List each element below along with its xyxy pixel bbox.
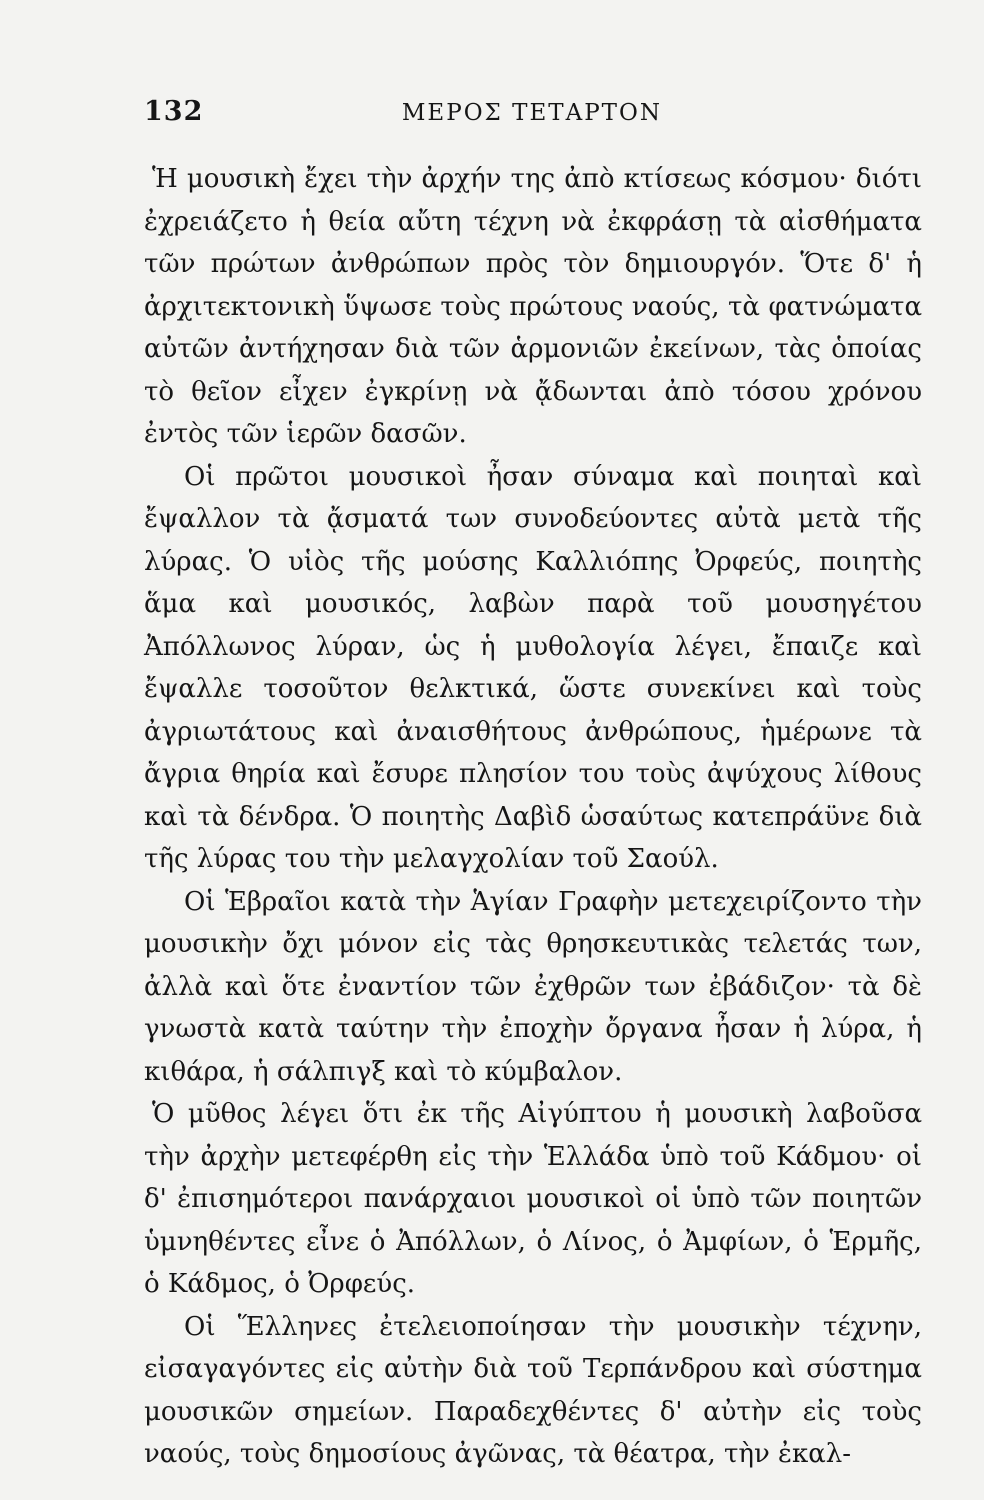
paragraph-origin-of-music: Ἡ μουσικὴ ἔχει τὴν ἀρχήν της ἀπὸ κτίσεως κόσμου· διότι ἐχρειάζετο ἡ θεία αὔτη τέχνη νὰ ἐκφράσῃ τὰ αἰσθήματα τῶν πρώτων ἀνθρώπων πρὸς τὸν δημιουργόν. Ὅτε δ' ἡ ἀρχιτεκτονικὴ ὕψωσε τοὺς πρώτους ναούς, τὰ φατνώματα αὐτῶν ἀντήχησαν διὰ τῶν ἁρμονιῶν ἐκείνων, τὰς ὁποίας τὸ θεῖον εἶχεν ἐγκρίνῃ νὰ ᾄδωνται ἀπὸ τόσου χρόνου ἐντὸς τῶν ἱερῶν δασῶν. bbox=[144, 164, 922, 449]
running-title: ΜΕΡΟΣ ΤΕΤΑΡΤΟΝ bbox=[401, 100, 662, 126]
body-text bbox=[144, 158, 922, 1476]
paragraph-myth-egypt: Ὁ μῦθος λέγει ὅτι ἐκ τῆς Αἰγύπτου ἡ μουσικὴ λαβοῦσα τὴν ἀρχὴν μετεφέρθη εἰς τὴν Ἑλλάδα ὑπὸ τοῦ Κάδμου· οἱ δ' ἐπισημότεροι πανάρχαιοι μουσικοὶ οἱ ὑπὸ τῶν ποιητῶν ὑμνηθέντες εἶνε ὁ Ἀπόλλων, ὁ Λίνος, ὁ Ἀμφίων, ὁ Ἑρμῆς, ὁ Κάδμος, ὁ Ὀρφεύς. bbox=[144, 1099, 922, 1299]
paragraph-greeks: Οἱ Ἕλληνες ἐτελειοποίησαν τὴν μουσικὴν τέχνην, εἰσαγαγόντες εἰς αὐτὴν διὰ τοῦ Τερπάνδρου καὶ σύστημα μουσικῶν σημείων. Παραδεχθέντες δ' αὐτὴν εἰς τοὺς ναούς, τοὺς δημοσίους ἀγῶνας, τὰ θέατρα, τὴν ἐκαλ- bbox=[144, 1311, 922, 1469]
page-number: 132 bbox=[144, 96, 204, 127]
page-header bbox=[144, 96, 922, 140]
paragraph-hebrews: Οἱ Ἑβραῖοι κατὰ τὴν Ἁγίαν Γραφὴν μετεχειρίζοντο τὴν μουσικὴν ὄχι μόνον εἰς τὰς θρησκευτικὰς τελετάς των, ἀλλὰ καὶ ὅτε ἐναντίον τῶν ἐχθρῶν των ἐβάδιζον· τὰ δὲ γνωστὰ κατὰ ταύτην τὴν ἐποχὴν ὄργανα ἦσαν ἡ λύρα, ἡ κιθάρα, ἡ σάλπιγξ καὶ τὸ κύμβαλον. bbox=[144, 886, 922, 1087]
paragraph-first-musicians: Οἱ πρῶτοι μουσικοὶ ἦσαν σύναμα καὶ ποιηταὶ καὶ ἔψαλλον τὰ ᾄσματά των συνοδεύοντες αὐτὰ μετὰ τῆς λύρας. Ὁ υἱὸς τῆς μούσης Καλλιόπης Ὀρφεύς, ποιητὴς ἅμα καὶ μουσικός, λαβὼν παρὰ τοῦ μουσηγέτου Ἀπόλλωνος λύραν, ὡς ἡ μυθολογία λέγει, ἔπαιζε καὶ ἔψαλλε τοσοῦτον θελκτικά, ὥστε συνεκίνει καὶ τοὺς ἀγριωτάτους καὶ ἀναισθήτους ἀνθρώπους, ἡμέρωνε τὰ ἄγρια θηρία καὶ ἔσυρε πλησίον του τοὺς ἀψύχους λίθους καὶ τὰ δένδρα. Ὁ ποιητὴς Δαβὶδ ὡσαύτως κατεπράϋνε διὰ τῆς λύρας του τὴν μελαγχολίαν τοῦ Σαούλ. bbox=[144, 461, 922, 874]
